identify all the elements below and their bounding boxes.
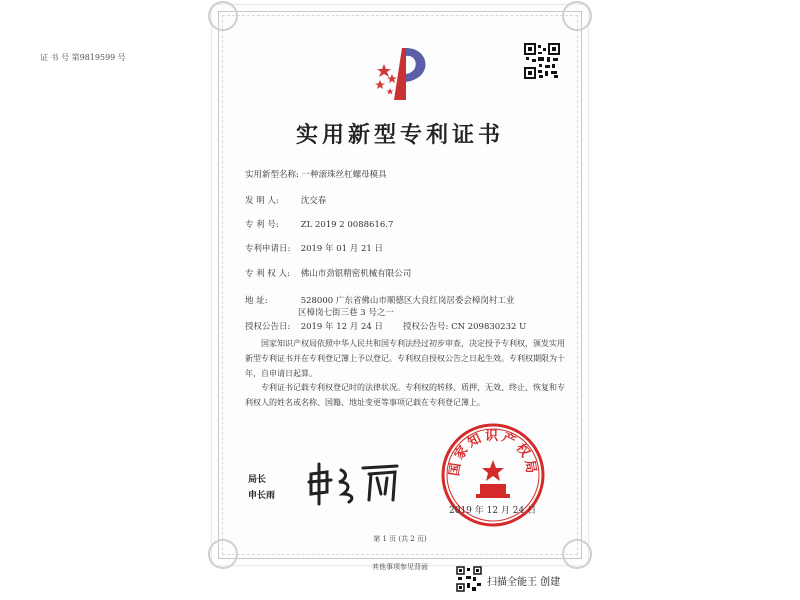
address-row [245,294,514,306]
utility-model-name-row [245,168,387,180]
address-label: 地 址: [245,296,268,306]
inventor-label: 发 明 人: [245,196,279,206]
name-label: 实用新型名称: [245,170,299,180]
handwritten-signature [305,460,405,508]
inventor-row [245,194,326,206]
corner-ornament [562,1,592,31]
address-line-2: 区樟岗七街三巷 3 号之一 [298,308,394,318]
name-value: 一种滚珠丝杠螺母模具 [301,170,387,180]
patent-number-value: ZL 2019 2 0088616.7 [300,220,394,230]
patent-number-row [245,218,393,230]
svg-text:国家知识产权局: 国家知识产权局 [447,428,539,478]
cnipa-logo-icon [372,42,434,104]
grant-date-label: 授权公告日: [245,322,291,332]
corner-ornament [208,1,238,31]
director-title: 局长 [248,475,267,485]
grant-paragraph: 国家知识产权局依照中华人民共和国专利法经过初步审查，决定授予专利权，颁发实用新型专利证书并在专利登记簿上予以登记。专利权自授权公告之日起生效。专利权期限为十年，自申请日起算。 [245,339,565,378]
patentee-label: 专 利 权 人: [245,269,290,279]
application-date-label: 专利申请日: [245,244,291,254]
page-number: 第 1 页 (共 2 页) [373,535,427,543]
director-name: 申长雨 [248,491,276,501]
application-date-value: 2019 年 01 月 21 日 [300,244,383,254]
qr-code-icon [524,43,560,79]
grant-number-label: 授权公告号: [403,322,449,332]
application-date-row [245,242,383,254]
patent-number-label: 专 利 号: [245,220,279,230]
certificate-number: 证 书 号 第9819599 号 [40,53,126,62]
certificate-title: 实用新型专利证书 [295,122,504,148]
record-paragraph: 专利证书记载专利权登记时的法律状况。专利权的转移、质押、无效、终止、恢复和专利权人的姓名或名称、国籍、地址变更等事项记载在专利登记簿上。 [245,383,565,407]
footer-note: 其他事项参见背面 [372,563,428,571]
address-line-1: 528000 广东省佛山市顺德区大良红岗居委会樟岗村工业 [300,296,515,306]
patentee-value: 佛山市劲银精密机械有限公司 [300,269,412,279]
grant-date-value: 2019 年 12 月 24 日 [300,322,383,332]
grant-date-row [245,320,383,332]
scanner-watermark-label: 扫描全能王 创建 [487,577,561,588]
patentee-row [245,267,411,279]
scanner-qr-icon [456,566,482,592]
grant-number-value: CN 209830232 U [451,322,527,332]
inventor-value: 沈交春 [300,196,327,206]
seal-date: 2019 年 12 月 24 日 [449,506,537,516]
grant-number-row [403,320,526,332]
